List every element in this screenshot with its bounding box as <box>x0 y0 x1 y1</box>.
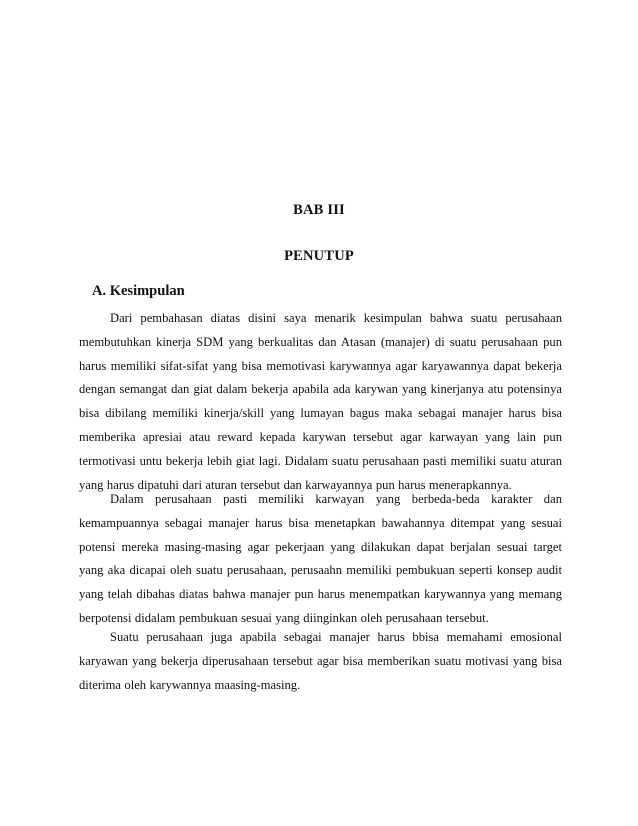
paragraph-conclusion-1: Dari pembahasan diatas disini saya menarik kesimpulan bahwa suatu perusahaan membutuhkan kinerja SDM yang berkualitas dan Atasan (manajer) di suatu perusahaan pun harus memiliki sifat-sifat yang bisa memotivasi karywannya agar karyawannya dapat bekerja dengan semangat dan giat dalam bekerja apabila ada karywan yang kinerjanya atu potensinya bisa dibilang memiliki kinerja/skill yang lumayan bagus maka sebagai manajer harus bisa memberika apresiai atau reward kepada karywan tersebut agar karwayan yang lain pun termotivasi untu bekerja lebih giat lagi. Didalam suatu perusahaan pasti memiliki suatu aturan yang harus dipatuhi dari aturan tersebut dan karwayannya pun harus menerapkannya. <box>79 311 562 492</box>
paragraph-conclusion-2: Dalam perusahaan pasti memiliki karwayan yang berbeda-beda karakter dan kemampuannya sebagai manajer harus bisa menetapkan bawahannya ditempat yang sesuai potensi mereka masing-masing agar pekerjaan yang dilakukan dapat berjalan sesuai target yang aka dicapai oleh suatu perusahaan, perusaahn memiliki pembukuan seperti konsep audit yang telah dibahas diatas bahwa manajer pun harus menempatkan karywannya yang memang berpotensi didalam pembukuan sesuai yang diinginkan oleh perusahaan tersebut. <box>79 492 562 625</box>
chapter-title: PENUTUP <box>284 248 354 264</box>
chapter-number: BAB III <box>293 202 345 218</box>
paragraph-conclusion-3: Suatu perusahaan juga apabila sebagai manajer harus bbisa memahami emosional karyawan yang bekerja diperusahaan tersebut agar bisa memberikan suatu motivasi yang bisa diterima oleh karywannya maasing-masing. <box>79 630 562 692</box>
section-heading: A. Kesimpulan <box>92 283 185 299</box>
